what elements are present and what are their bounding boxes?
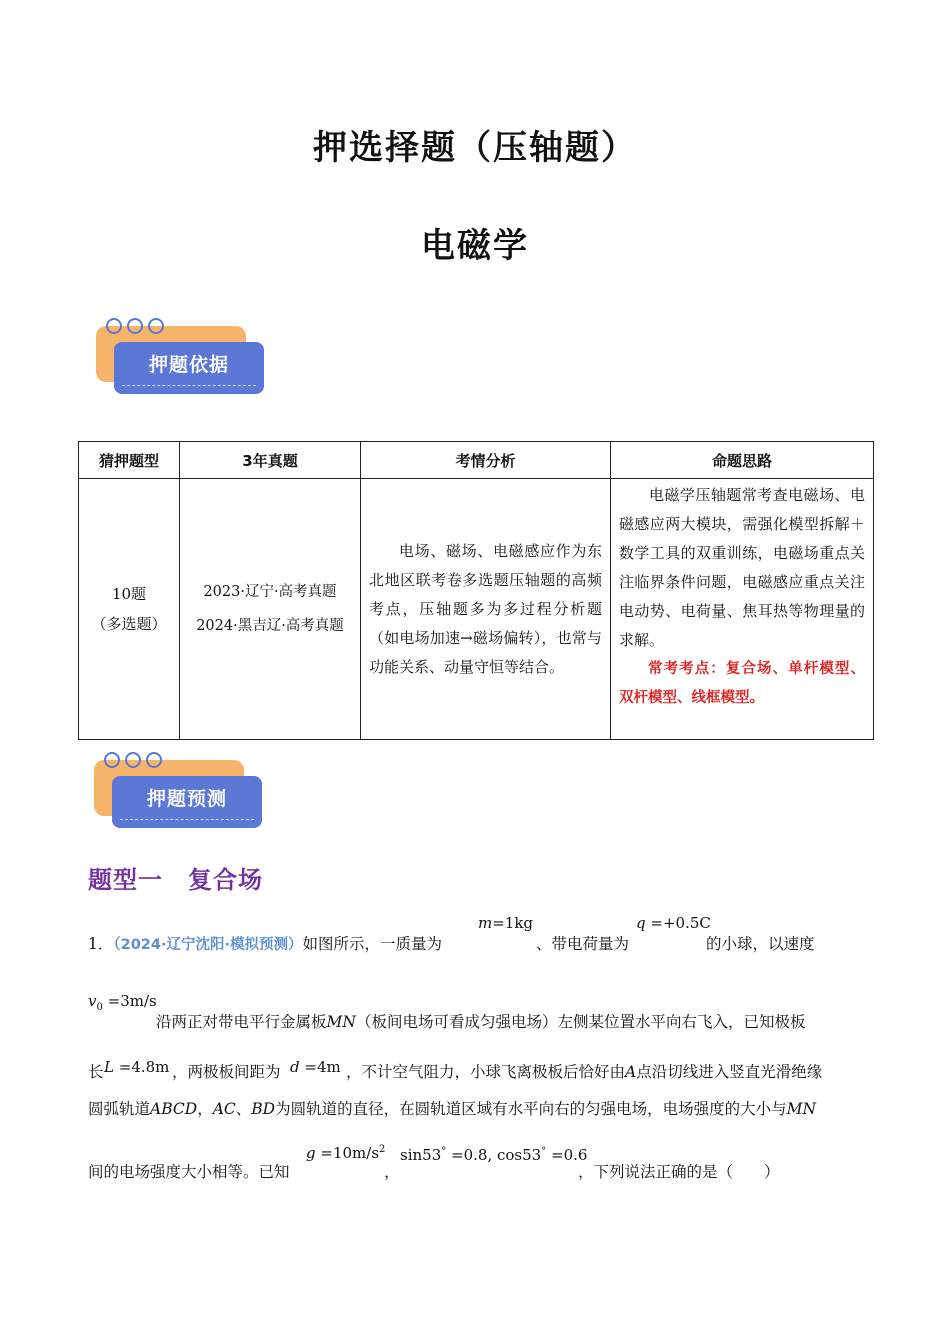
cell-type — [79, 479, 180, 740]
question-number: 1． — [88, 935, 114, 953]
page-title: 押选择题（压轴题） — [313, 128, 637, 168]
question-line-4: 圆弧轨道ABCD，AC、BD为圆轨道的直径，在圆轨道区域有水平向右的匀强电场，电场强度的大小与MN — [88, 1100, 817, 1118]
table-header-row — [79, 442, 874, 479]
badge-dash-line — [120, 819, 254, 820]
velocity-formula: $v_0 =3m/s$ — [88, 992, 157, 1013]
question-line-1: 1．（2024·辽宁沈阳·模拟预测）如图所示，一质量为 — [88, 935, 443, 953]
cell-exams — [180, 479, 361, 740]
question-text: ，下列说法正确的是（ ） — [578, 1163, 780, 1181]
cell-analysis: 电场、磁场、电磁感应作为东北地区联考卷多选题压轴题的高频考点，压轴题多为多过程分析题（如电场加速→磁场偏转），也常与功能关系、动量守恒等结合。 — [361, 479, 611, 740]
badge-front-panel — [112, 776, 262, 828]
length-formula: L =4.8m — [104, 1058, 170, 1076]
badge-label: 押题预测 — [146, 788, 227, 810]
forecast-badge — [94, 752, 274, 842]
binder-rings-icon — [104, 752, 167, 772]
question-text: 、带电荷量为 — [536, 935, 630, 953]
header-exams: 3年真题 — [180, 442, 361, 479]
exam-2023: 2023·辽宁·高考真题 — [203, 584, 337, 600]
exam-analysis-table — [78, 441, 874, 740]
charge-formula: q =+0.5C — [636, 914, 711, 932]
type-count: 10题 — [111, 585, 147, 603]
mass-formula: m=1kg — [478, 914, 534, 932]
question-line-5: 间的电场强度大小相等。已知 — [88, 1163, 290, 1181]
key-points: 常考考点：复合场、单杆模型、双杆模型、线框模型。 — [619, 661, 865, 706]
page-subtitle: 电磁学 — [421, 226, 529, 266]
gravity-formula: $g =10m/s^2$ — [306, 1144, 386, 1162]
table-row — [79, 479, 874, 740]
question-text: ， — [384, 1163, 400, 1181]
cell-idea — [611, 479, 874, 740]
badge-dash-line — [122, 385, 256, 386]
badge-label: 押题依据 — [148, 354, 229, 376]
header-type: 猜押题型 — [79, 442, 180, 479]
basis-badge — [96, 318, 276, 408]
trig-formula: sin53° =0.8, cos53° =0.6 — [400, 1146, 588, 1164]
question-text: ，两极板间距为 — [172, 1063, 281, 1081]
question-line-2: 沿两正对带电平行金属板MN（板间电场可看成匀强电场）左侧某位置水平向右飞入，已知极板 — [156, 1013, 806, 1031]
section-heading: 题型一 复合场 — [88, 866, 263, 894]
binder-rings-icon — [106, 318, 169, 338]
question-text: ，不计空气阻力，小球飞离极板后恰好由A点沿切线进入竖直光滑绝缘 — [346, 1063, 823, 1081]
question-text: 的小球，以速度 — [706, 935, 815, 953]
badge-front-panel — [114, 342, 264, 394]
question-line-3: 长 — [88, 1063, 104, 1081]
exam-2024: 2024·黑吉辽·高考真题 — [196, 618, 344, 634]
question-source: （2024·辽宁沈阳·模拟预测） — [113, 937, 303, 953]
header-idea: 命题思路 — [611, 442, 874, 479]
header-analysis: 考情分析 — [361, 442, 611, 479]
distance-formula: d =4m — [290, 1058, 341, 1076]
idea-text: 电磁学压轴题常考查电磁场、电磁感应两大模块，需强化模型拆解＋数学工具的双重训练，电磁场重点关注临界条件问题，电磁感应重点关注电动势、电荷量、焦耳热等物理量的求解。 — [619, 486, 865, 649]
type-kind: （多选题） — [91, 615, 167, 633]
